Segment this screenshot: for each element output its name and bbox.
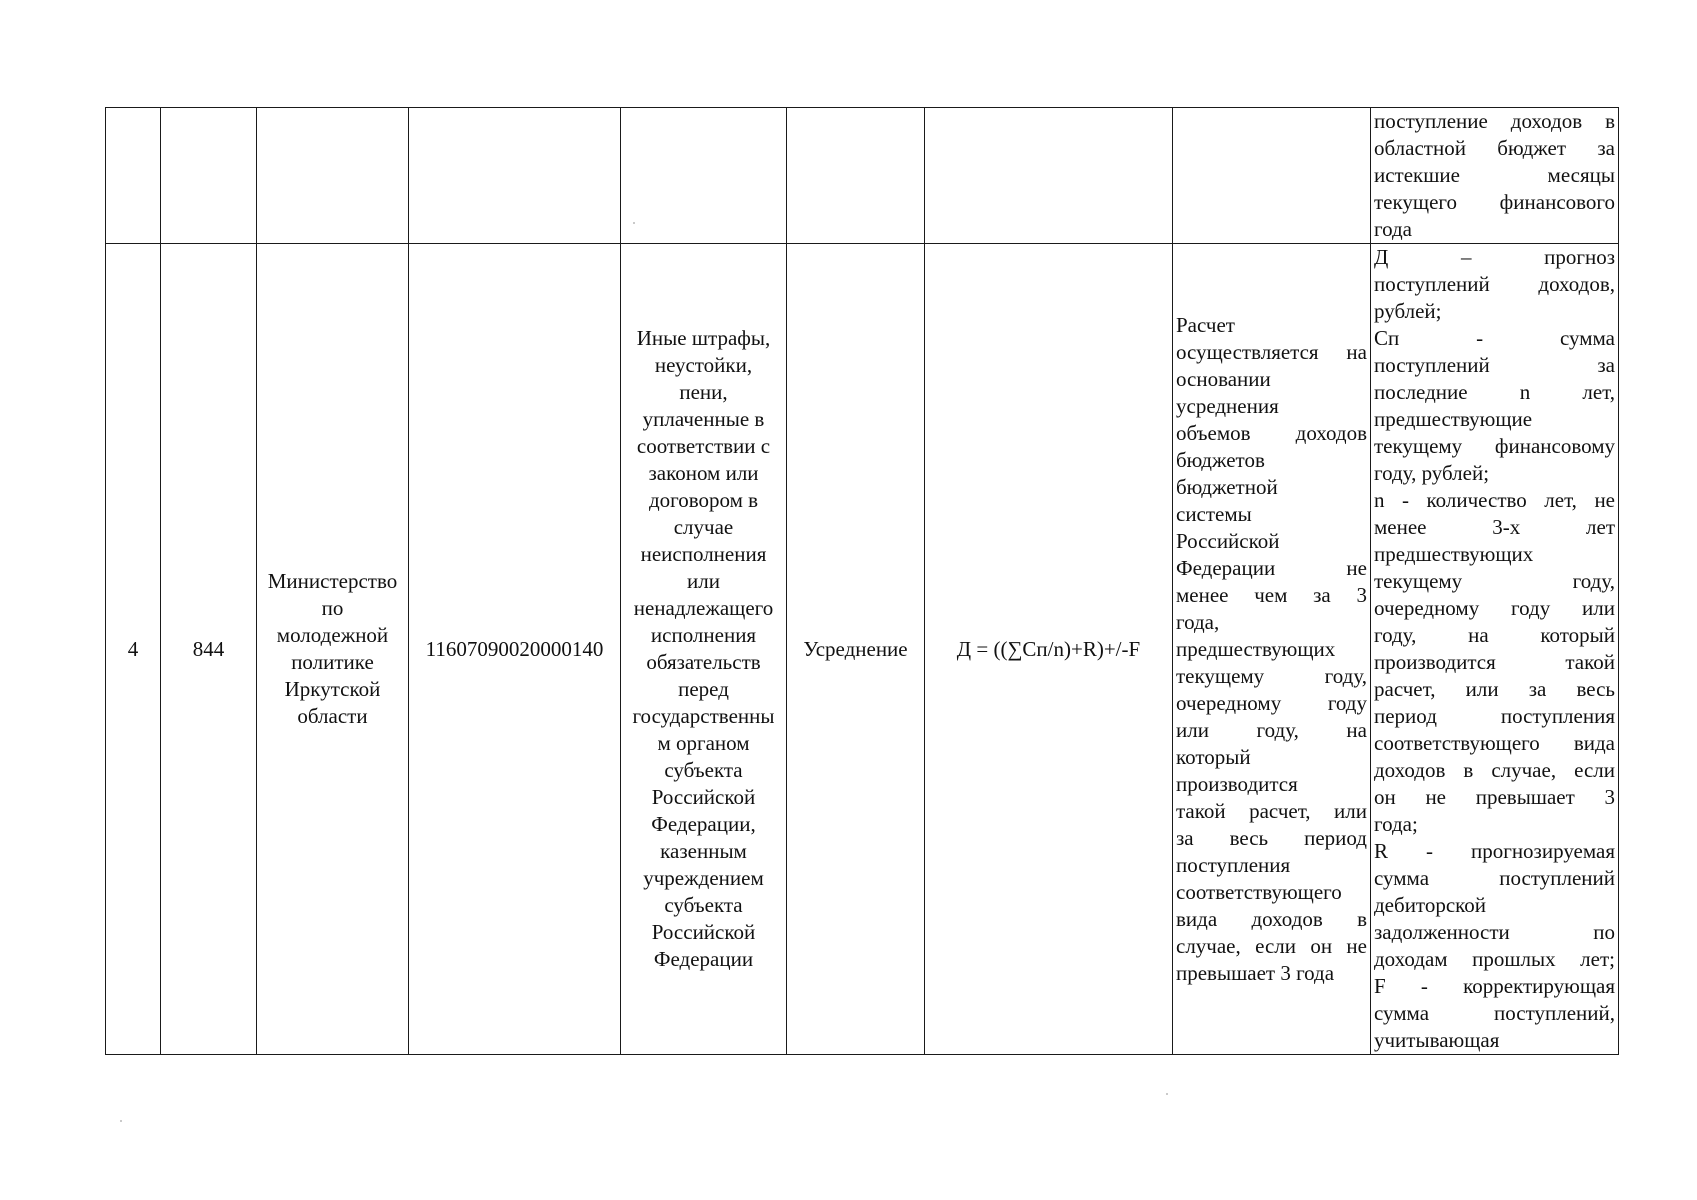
text-line: текущему финансовому [1374, 434, 1615, 458]
text-line: текущему году, [1374, 569, 1615, 593]
cell-empty [621, 108, 787, 244]
text-line: доходам прошлых лет; [1374, 947, 1615, 971]
table-row-continued [106, 108, 1619, 244]
text-line: превышает 3 года [1176, 960, 1335, 985]
text-line: F - корректирующая [1374, 974, 1615, 998]
text-line: системы [1176, 501, 1252, 526]
text-line: или году, на [1176, 717, 1367, 742]
text-line: осуществляется на [1176, 339, 1367, 364]
text-line: года; [1374, 812, 1418, 836]
text-line: рублей; [1374, 299, 1442, 323]
cell-algorithm [1173, 244, 1371, 1055]
text-line: Министерство [267, 569, 398, 593]
text-line: субъекта [664, 893, 743, 917]
text-line: исполнения [650, 623, 757, 647]
text-line: задолженности по [1374, 920, 1615, 944]
text-line: учреждением [643, 866, 764, 890]
scan-speck [633, 222, 635, 224]
text-line: Федерации [653, 947, 754, 971]
text-line: дебиторской [1374, 893, 1487, 917]
text-line: м органом [657, 731, 750, 755]
text-line: период поступления [1374, 704, 1615, 728]
text-line: который [1176, 744, 1251, 769]
text-line: обязательств [646, 650, 761, 674]
text-line: Сп - сумма [1374, 326, 1615, 350]
text-line: субъекта [664, 758, 743, 782]
text-line: казенным [660, 839, 747, 863]
text-line: Расчет [1176, 312, 1235, 337]
cell-administrator-name [257, 244, 409, 1055]
text-line: законом или [648, 461, 759, 485]
text-line: доходов в случае, если [1374, 758, 1615, 782]
text-line: n - количество лет, не [1374, 488, 1615, 512]
cell-empty [161, 108, 257, 244]
text-line: бюджетной [1176, 474, 1278, 499]
cell-description [1371, 244, 1619, 1055]
scan-speck [120, 1120, 122, 1122]
text-line: Д – прогноз [1374, 245, 1615, 269]
text-line: пени, [679, 380, 728, 404]
cell-empty [787, 108, 925, 244]
cell-kbk-code: 11607090020000140 [409, 244, 621, 1055]
text-line: бюджетов [1176, 447, 1265, 472]
text-line: менее чем за 3 [1176, 582, 1367, 607]
cell-empty [409, 108, 621, 244]
text-line: сумма поступлений [1374, 866, 1615, 890]
text-line: перед [678, 677, 729, 701]
table-row [106, 244, 1619, 1055]
cell-income-name [621, 244, 787, 1055]
text-line: предшествующих [1176, 636, 1336, 661]
text-line: Федерации, [651, 812, 756, 836]
text-line: R - прогнозируемая [1374, 839, 1615, 863]
text-line: такой расчет, или [1176, 798, 1367, 823]
text-line: соответствующего [1176, 879, 1342, 904]
text-line: основании [1176, 366, 1271, 391]
text-line: объемов доходов [1176, 420, 1367, 445]
text-line: поступлений доходов, [1374, 272, 1615, 296]
text-line: усреднения [1176, 393, 1279, 418]
cell-description-continued [1371, 108, 1619, 244]
cell-admin-code: 844 [161, 244, 257, 1055]
text-line: соответствии с [636, 434, 771, 458]
text-line: молодежной [276, 623, 389, 647]
text-line: Федерации не [1176, 555, 1367, 580]
text-line: поступление доходов в [1374, 109, 1615, 133]
text-line: последние n лет, [1374, 380, 1615, 404]
text-line: расчет, или за весь [1374, 677, 1615, 701]
scan-speck [1166, 1093, 1168, 1095]
text-line: очередному году или [1374, 596, 1615, 620]
cell-empty [257, 108, 409, 244]
text-line: производится [1176, 771, 1298, 796]
text-line: Российской [651, 920, 756, 944]
text-line: Российской [651, 785, 756, 809]
text-line: году, на который [1374, 623, 1615, 647]
text-line: менее 3-х лет [1374, 515, 1615, 539]
text-line: истекшие месяцы [1374, 163, 1615, 187]
cell-row-number: 4 [106, 244, 161, 1055]
cell-forecast-method: Усреднение [787, 244, 925, 1055]
text-line: сумма поступлений, [1374, 1001, 1615, 1025]
text-line: неустойки, [654, 353, 753, 377]
text-line: политике [291, 650, 374, 674]
text-line: Иные штрафы, [636, 326, 771, 350]
text-line: предшествующих [1374, 542, 1534, 566]
text-line: поступления [1176, 852, 1291, 877]
text-line: учитывающая [1374, 1028, 1500, 1052]
text-line: договором в [648, 488, 759, 512]
text-line: году, рублей; [1374, 461, 1490, 485]
text-line: поступлений за [1374, 353, 1615, 377]
text-line: случае [673, 515, 734, 539]
text-line: области [297, 704, 368, 728]
text-line: Российской [1176, 528, 1280, 553]
cell-empty [1173, 108, 1371, 244]
text-line: вида доходов в [1176, 906, 1367, 931]
text-line: текущему году, [1176, 663, 1367, 688]
description-continued-text [1374, 108, 1615, 243]
text-line: случае, если он не [1176, 933, 1367, 958]
text-line: по [321, 596, 344, 620]
cell-empty [106, 108, 161, 244]
text-line: предшествующие [1374, 407, 1533, 431]
text-line: года [1374, 217, 1412, 241]
text-line: уплаченные в [642, 407, 765, 431]
text-line: областной бюджет за [1374, 136, 1615, 160]
text-line: соответствующего вида [1374, 731, 1615, 755]
text-line: за весь период [1176, 825, 1367, 850]
text-line: Иркутской [284, 677, 381, 701]
cell-formula: Д = ((∑Сп/n)+R)+/-F [925, 244, 1173, 1055]
text-line: производится такой [1374, 650, 1615, 674]
text-line: он не превышает 3 [1374, 785, 1615, 809]
cell-empty [925, 108, 1173, 244]
text-line: года, [1176, 609, 1220, 634]
text-line: очередному году [1176, 690, 1367, 715]
text-line: неисполнения [640, 542, 767, 566]
income-forecast-table [105, 107, 1619, 1055]
text-line: ненадлежащего [633, 596, 774, 620]
text-line: или [687, 569, 720, 593]
text-line: текущего финансового [1374, 190, 1615, 214]
text-line: государственны [632, 704, 775, 728]
